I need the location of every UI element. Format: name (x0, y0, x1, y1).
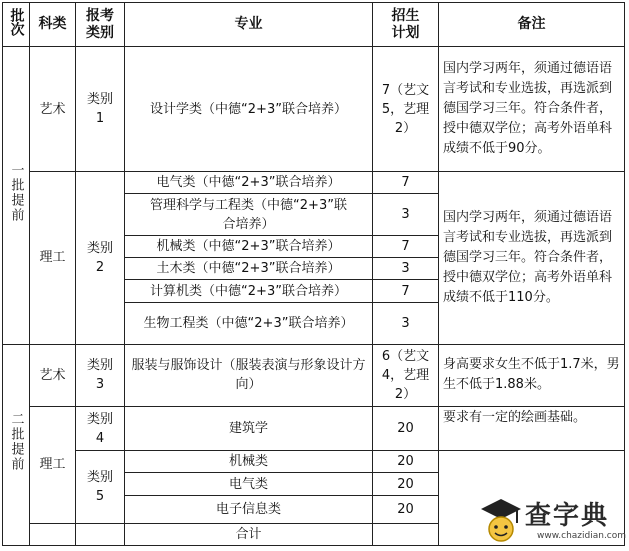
exam-type-cell: 类别1 (76, 47, 125, 172)
major-cell: 土木类（中德“2+3”联合培养） (125, 258, 373, 280)
plan-cell: 7 (373, 236, 439, 258)
note-cell: 身高要求女生不低于1.7米，男生不低于1.88米。 (439, 344, 625, 406)
total-empty-cell (30, 523, 76, 545)
major-cell: 电气类 (125, 473, 373, 495)
empty-note-cell (439, 451, 625, 546)
plan-cell: 3 (373, 258, 439, 280)
category-cell: 理工 (30, 407, 76, 524)
header-major: 专业 (125, 3, 373, 47)
major-cell: 电气类（中德“2+3”联合培养） (125, 171, 373, 193)
plan-cell: 6（艺文4，艺理2） (373, 344, 439, 406)
table-row (3, 451, 625, 473)
major-cell: 计算机类（中德“2+3”联合培养） (125, 280, 373, 302)
table-row (3, 171, 625, 193)
table-row (3, 407, 625, 451)
header-row (3, 3, 625, 47)
batch2-label: 二批提前 (3, 344, 30, 545)
header-category: 科类 (30, 3, 76, 47)
category-cell: 艺术 (30, 47, 76, 172)
major-cell: 建筑学 (125, 407, 373, 451)
plan-cell: 3 (373, 302, 439, 344)
note-cell: 国内学习两年，须通过德语语言考试和专业选拔，再选派到德国学习三年。符合条件者，授中德双学位；高考外语单科成绩不低于110分。 (439, 171, 625, 344)
major-cell: 机械类（中德“2+3”联合培养） (125, 236, 373, 258)
major-cell: 设计学类（中德“2+3”联合培养） (125, 47, 373, 172)
total-empty-cell (76, 523, 125, 545)
admission-plan-table (2, 2, 625, 546)
batch1-label: 一批提前 (3, 47, 30, 345)
plan-cell: 20 (373, 407, 439, 451)
note-cell: 要求有一定的绘画基础。 (439, 407, 625, 451)
major-cell: 生物工程类（中德“2+3”联合培养） (125, 302, 373, 344)
table-row (3, 344, 625, 406)
exam-type-cell: 类别2 (76, 171, 125, 344)
major-cell: 电子信息类 (125, 495, 373, 523)
plan-cell: 20 (373, 473, 439, 495)
table-row (3, 47, 625, 172)
plan-cell: 7（艺文5，艺理2） (373, 47, 439, 172)
category-cell: 艺术 (30, 344, 76, 406)
plan-cell: 7 (373, 280, 439, 302)
major-cell: 服装与服饰设计（服装表演与形象设计方向） (125, 344, 373, 406)
exam-type-cell: 类别4 (76, 407, 125, 451)
watermark-brand: 查字典 (525, 501, 610, 531)
watermark-url: www.chazidian.com (537, 531, 627, 541)
header-batch: 批次 (3, 3, 30, 47)
header-notes: 备注 (439, 3, 625, 47)
category-cell: 理工 (30, 171, 76, 344)
exam-type-cell: 类别5 (76, 451, 125, 523)
plan-cell: 20 (373, 495, 439, 523)
header-plan: 招生计划 (373, 3, 439, 47)
plan-cell: 3 (373, 194, 439, 236)
total-label: 合计 (125, 523, 373, 545)
exam-type-cell: 类别3 (76, 344, 125, 406)
plan-cell: 20 (373, 451, 439, 473)
major-cell: 管理科学与工程类（中德“2+3”联合培养） (125, 194, 373, 236)
major-cell: 机械类 (125, 451, 373, 473)
plan-cell: 7 (373, 171, 439, 193)
header-exam-type: 报考类别 (76, 3, 125, 47)
total-empty-cell (373, 523, 439, 545)
note-cell: 国内学习两年，须通过德语语言考试和专业选拔，再选派到德国学习三年。符合条件者，授中德双学位；高考外语单科成绩不低于90分。 (439, 47, 625, 172)
